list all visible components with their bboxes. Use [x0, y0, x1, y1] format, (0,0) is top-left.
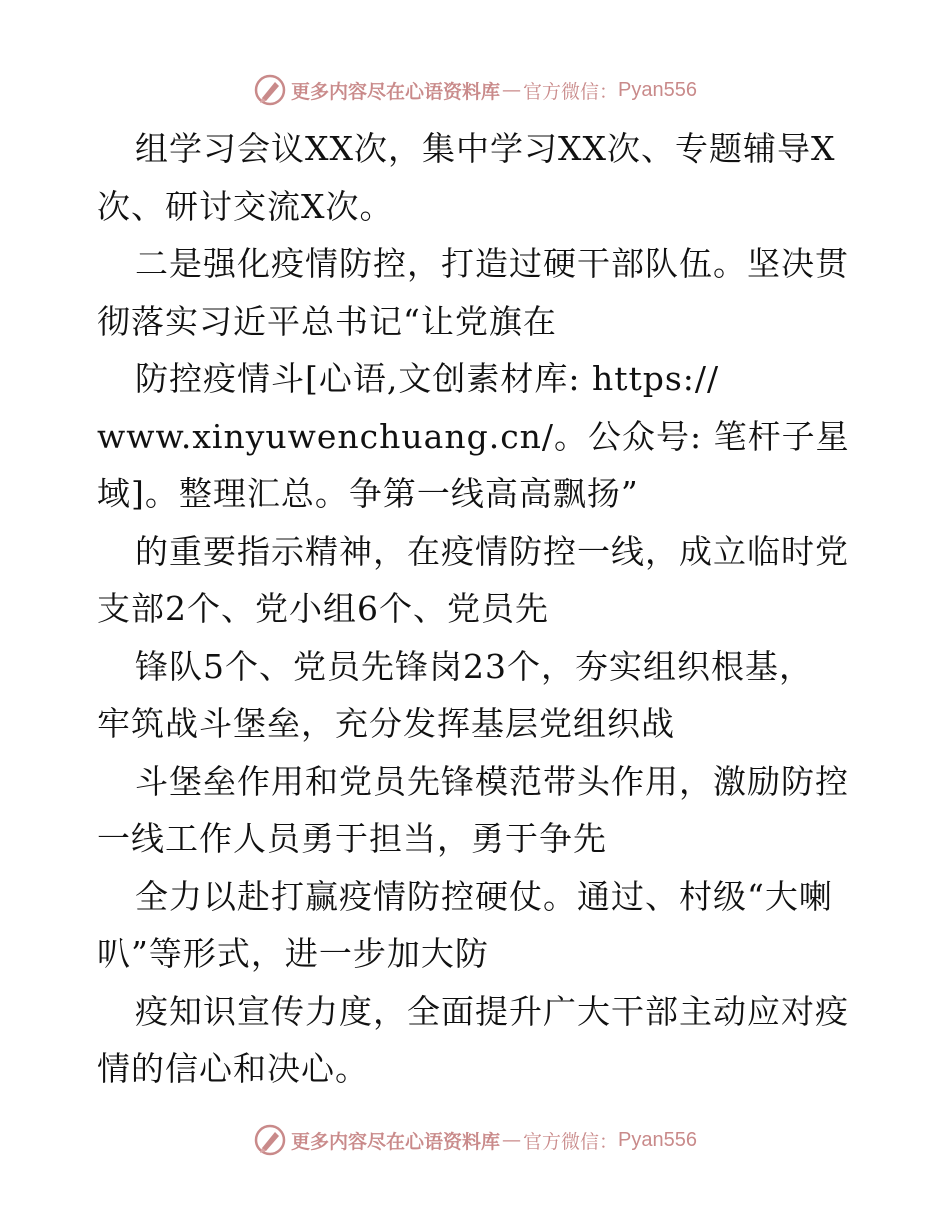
text-line: 的重要指示精神，在疫情防控一线，成立临时党	[135, 531, 849, 571]
document-body	[97, 120, 857, 1098]
text-line: 二是强化疫情防控，打造过硬干部队伍。坚决贯	[135, 244, 849, 283]
banner-title: 更多内容尽在心语资料库	[291, 80, 501, 103]
text-line: 锋队5个、党员先锋岗23个，夯实组织根基，	[135, 646, 813, 686]
text-line: 支部2个、党小组6个、党员先	[97, 589, 549, 628]
text-line: 次、研讨交流X次。	[97, 186, 394, 226]
text-line: 防控疫情斗[心语,文创素材库: https://	[135, 359, 720, 398]
text-line: 一线工作人员勇于担当，勇于争先	[97, 819, 607, 858]
text-line: 彻落实习近平总书记“让党旗在	[97, 301, 557, 341]
text-line: 斗堡垒作用和党员先锋模范带头作用，激励防控	[135, 761, 849, 801]
text-line: 全力以赴打赢疫情防控硬仗。通过、村级“大喇	[135, 876, 833, 916]
banner-wechat-label: 官方微信：	[523, 1130, 619, 1153]
pen-logo-icon	[253, 1123, 287, 1157]
pen-logo-icon	[253, 73, 287, 107]
text-line: 组学习会议XX次，集中学习XX次、专题辅导X	[135, 129, 836, 168]
text-line: 叭”等形式，进一步加大防	[97, 934, 489, 973]
banner-title: 更多内容尽在心语资料库	[291, 1130, 501, 1153]
banner-wechat-label: 官方微信：	[523, 80, 619, 103]
text-line: www.xinyuwenchuang.cn/。公众号: 笔杆子星	[97, 416, 850, 456]
text-line: 牢筑战斗堡垒，充分发挥基层党组织战	[97, 704, 675, 743]
text-line: 域]。整理汇总。争第一线高高飘扬”	[97, 474, 639, 513]
banner-wechat-id: Pyan556	[618, 78, 697, 101]
footer-banner	[0, 1120, 950, 1160]
banner-dash: —	[502, 79, 522, 101]
banner-dash: —	[502, 1129, 522, 1151]
text-line: 疫知识宣传力度，全面提升广大干部主动应对疫	[135, 991, 849, 1031]
banner-wechat-id: Pyan556	[618, 1128, 697, 1151]
text-line: 情的信心和决心。	[97, 1049, 369, 1088]
header-banner	[0, 70, 950, 110]
